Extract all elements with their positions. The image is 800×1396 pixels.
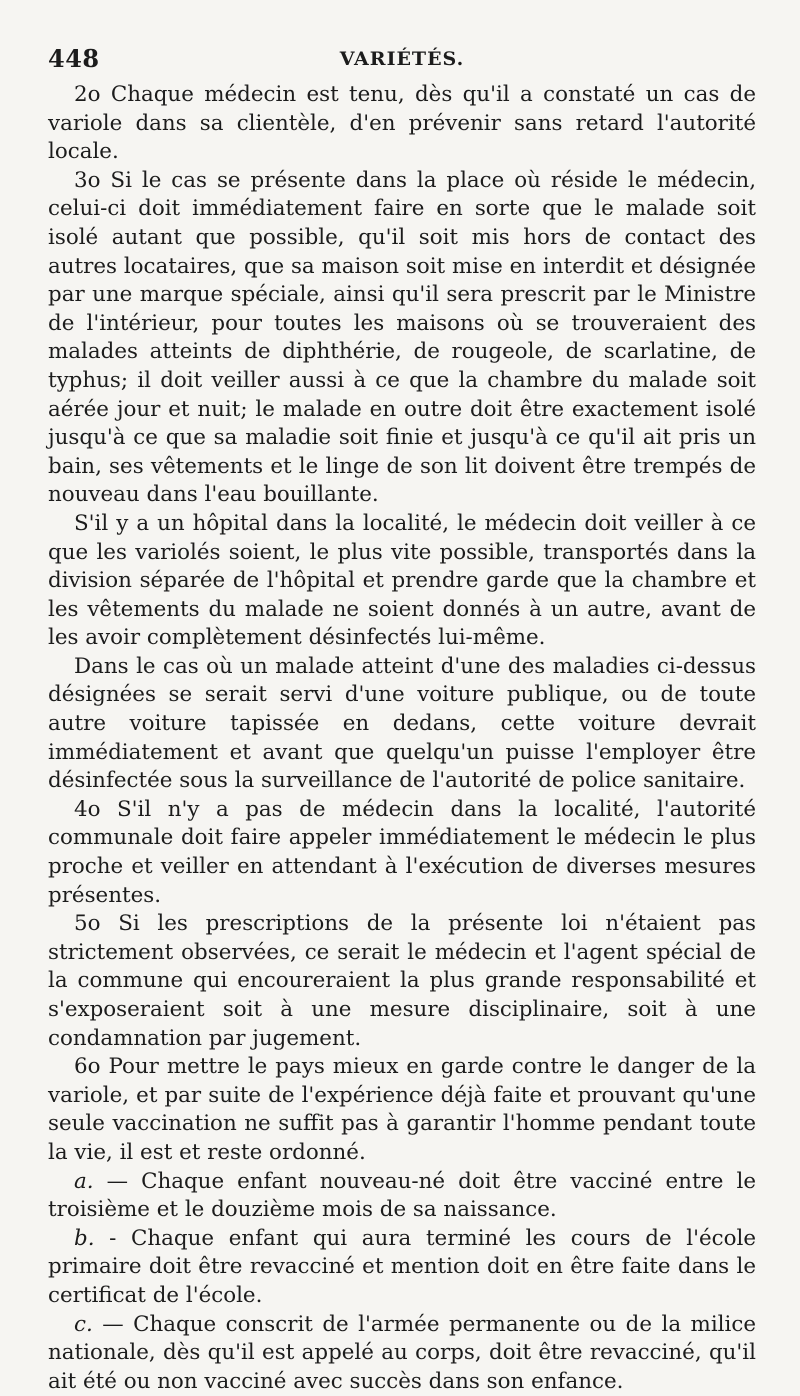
paragraph-text: 2o Chaque médecin est tenu, dès qu'il a constaté un cas de variole dans sa clientèle, d'en prévenir sans retard l'autorité locale. xyxy=(48,82,756,165)
paragraph-hospital xyxy=(48,510,756,653)
paragraph-item-a xyxy=(48,1168,756,1225)
paragraph-text: 6o Pour mettre le pays mieux en garde contre le danger de la variole, et par suite de l'expérience déjà faite et prouvant qu'une seule vaccination ne suffit pas à garantir l'homme pendant toute la vie, il est et reste ordonné. xyxy=(48,1054,756,1165)
paragraph-article-2 xyxy=(48,81,756,167)
paragraph-text: — Chaque conscrit de l'armée permanente ou de la milice nationale, dès qu'il est appelé au corps, doit être revacciné, qu'il ait été ou non vacciné avec succès dans son enfance. xyxy=(48,1311,756,1394)
paragraph-article-6 xyxy=(48,1053,756,1167)
paragraph-item-b xyxy=(48,1225,756,1311)
paragraph-text: S'il y a un hôpital dans la localité, le médecin doit veiller à ce que les variolés soient, le plus vite possible, transportés dans la division séparée de l'hôpital et prendre garde que la chambre et les vêtements du malade ne soient donnés à un autre, avant de les avoir complètement désinfectés lui-même. xyxy=(48,510,756,651)
section-title: VARIÉTÉS. xyxy=(339,48,465,70)
item-letter: c. xyxy=(74,1311,93,1337)
paragraph-article-3 xyxy=(48,167,756,510)
paragraph-text: - Chaque enfant qui aura terminé les cours de l'école primaire doit être revacciné et mention doit en être faite dans le certificat de l'école. xyxy=(48,1225,756,1308)
paragraph-text: 4o S'il n'y a pas de médecin dans la localité, l'autorité communale doit faire appeler immédiatement le médecin le plus proche et veiller en attendant à l'exécution de diverses mesures présentes. xyxy=(48,796,756,908)
paragraph-text: 5o Si les prescriptions de la présente loi n'étaient pas strictement observées, ce serait le médecin et l'agent spécial de la commune qui encoureraient la plus grande responsabilité et s'exposeraient soit à une mesure disciplinaire, soit à une condamnation par jugement. xyxy=(48,911,756,1051)
paragraph-item-c xyxy=(48,1311,756,1396)
paragraph-article-5 xyxy=(48,910,756,1053)
item-letter: b. xyxy=(74,1225,95,1251)
paragraph-text: 3o Si le cas se présente dans la place où réside le médecin, celui-ci doit immédiatement faire en sorte que le malade soit isolé autant que possible, qu'il soit mis hors de contact des autres locataires, que sa maison soit mise en interdit et désignée par une marque spéciale, ainsi qu'il sera prescrit par le Ministre de l'intérieur, pour toutes les maisons où se trouveraient des malades atteints de diphthérie, de rougeole, de scarlatine, de typhus; il doit veiller aussi à ce que la chambre du malade soit aérée jour et nuit; le malade en outre doit être exactement isolé jusqu'à ce que sa maladie soit finie et jusqu'à ce qu'il ait pris un bain, ses vêtements et le linge de son lit doivent être trempés de nouveau dans l'eau bouillante. xyxy=(48,167,756,508)
paragraph-article-4 xyxy=(48,796,756,910)
page-number: 448 xyxy=(48,44,100,73)
body-text xyxy=(48,81,756,1396)
paragraph-text: — Chaque enfant nouveau-né doit être vacciné entre le troisième et le douzième mois de sa naissance. xyxy=(48,1168,756,1223)
paragraph-text: Dans le cas où un malade atteint d'une des maladies ci-dessus désignées se serait servi d'une voiture publique, ou de toute autre voiture tapissée en dedans, cette voiture devrait immédiatement et avant que quelqu'un puisse l'employer être désinfectée sous la surveillance de l'autorité de police sanitaire. xyxy=(48,653,756,794)
running-header xyxy=(48,34,756,81)
paragraph-public-vehicle xyxy=(48,653,756,796)
item-letter: a. xyxy=(74,1168,94,1194)
